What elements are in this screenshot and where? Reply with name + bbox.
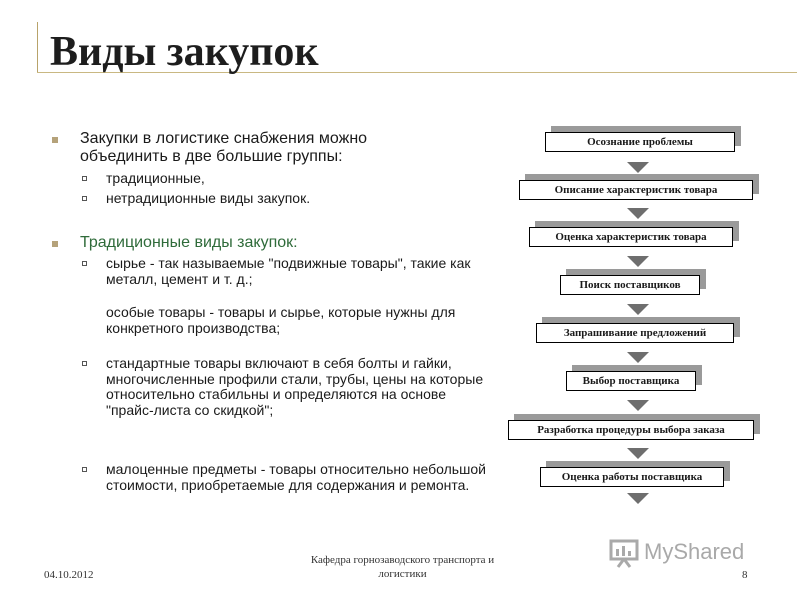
sub-bullet-marker [82,176,87,181]
down-arrow-icon [627,448,649,459]
sub-bullet-marker [82,467,87,472]
down-arrow-icon [627,493,649,504]
down-arrow-icon [627,256,649,267]
presentation-board-icon [608,537,640,569]
down-arrow-icon [627,400,649,411]
bullet-2-text: Традиционные виды закупок: [80,234,298,251]
flow-step: Оценка работы поставщика [540,467,724,487]
myshared-logo [608,535,768,570]
flow-step: Оценка характеристик товара [529,227,733,247]
bullet-marker [52,137,58,143]
logo-text: MyShared [644,539,745,564]
bullet-2-sub-1: сырье - так называемые "подвижные товары", такие как металл, цемент и т. д.; [106,255,471,287]
bullet-1-text: Закупки в логистике снабжения можно объединить в две большие группы: [80,130,368,165]
bullet-2-sub-2: особые товары - товары и сырье, которые нужны для конкретного производства; [106,304,456,336]
bullet-2-sub-3: стандартные товары включают в себя болты и гайки, многочисленные профили стали, трубы, цены на которые относительно стабильны и определяются на основе "прайс-листа со скидкой"; [106,355,484,418]
flow-step: Запрашивание предложений [536,323,734,343]
footer-page-number: 8 [742,569,748,581]
sub-bullet-marker [82,196,87,201]
down-arrow-icon [627,162,649,173]
flow-step: Разработка процедуры выбора заказа [508,420,754,440]
down-arrow-icon [627,352,649,363]
down-arrow-icon [627,304,649,315]
bullet-1-sub-2: нетрадиционные виды закупок. [106,190,311,206]
title-accent-vertical [37,22,38,72]
sub-bullet-marker [82,261,87,266]
flow-step: Поиск поставщиков [560,275,700,295]
flow-step: Выбор поставщика [566,371,696,391]
bullet-2-sub-4: малоценные предметы - товары относительно небольшой стоимости, приобретаемые для содержания и ремонта. [106,461,486,493]
bullet-1-sub-1: традиционные, [106,170,205,186]
slide-title: Виды закупок [50,29,319,75]
bullet-marker [52,241,58,247]
sub-bullet-marker [82,361,87,366]
footer-department: Кафедра горнозаводского транспорта и логистики [310,554,495,580]
down-arrow-icon [627,208,649,219]
flow-step: Осознание проблемы [545,132,735,152]
flow-step: Описание характеристик товара [519,180,753,200]
footer-date: 04.10.2012 [44,569,94,581]
